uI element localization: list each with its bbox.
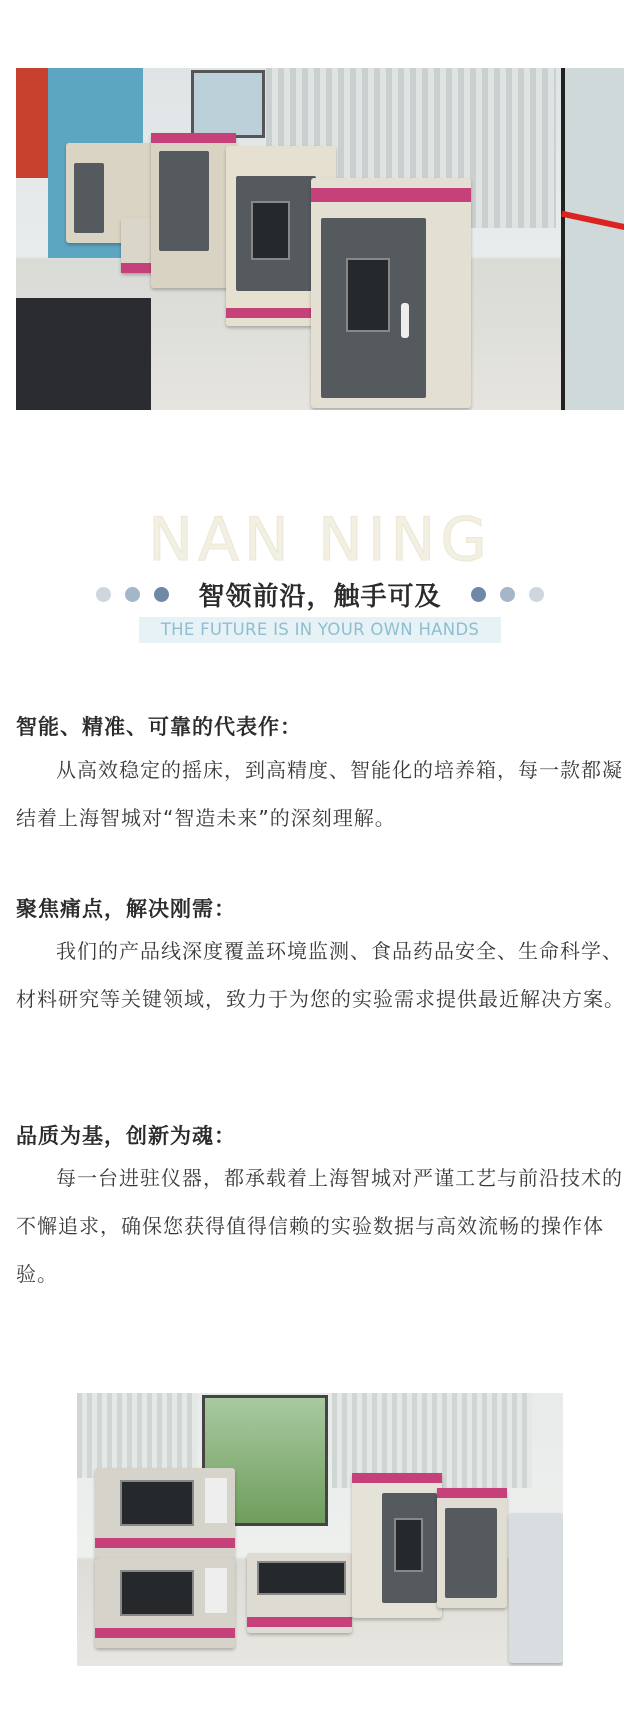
heading-title: 智领前沿，触手可及 <box>198 581 442 612</box>
section-heading <box>0 574 640 614</box>
section-body: 从高效稳定的摇床，到高精度、智能化的培养箱，每一款都凝结着上海智城对“智造未来”的深刻理解。 <box>16 758 623 830</box>
red-wall-panel <box>16 68 48 178</box>
section-title: 智能、精准、可靠的代表作： <box>16 715 302 739</box>
incubator-unit <box>352 1473 442 1618</box>
curtain <box>77 1393 197 1478</box>
section-title: 品质为基，创新为魂： <box>16 1124 236 1148</box>
lab-incubators-photo <box>16 68 624 410</box>
section-title: 聚焦痛点，解决刚需： <box>16 897 236 921</box>
decorative-dot <box>96 587 111 602</box>
heading-subtitle: THE FUTURE IS IN YOUR OWN HANDS <box>139 617 501 643</box>
lab-bench <box>16 298 151 410</box>
lab-instrument <box>509 1513 563 1663</box>
decorative-dot <box>471 587 486 602</box>
section-body: 每一台进驻仪器，都承载着上海智城对严谨工艺与前沿技术的不懈追求，确保您获得值得信赖的实验数据与高效流畅的操作体验。 <box>16 1166 623 1286</box>
shaker-incubator-unit <box>95 1468 235 1558</box>
background-watermark-word: NAN NING <box>148 505 492 575</box>
decorative-dot <box>500 587 515 602</box>
decorative-dot <box>154 587 169 602</box>
shaker-unit <box>247 1553 352 1633</box>
decorative-dot <box>529 587 544 602</box>
incubator-unit <box>311 178 471 408</box>
decorative-dot <box>125 587 140 602</box>
glass-door <box>561 68 624 410</box>
window <box>191 70 265 138</box>
incubator-unit <box>437 1488 507 1608</box>
incubator-unit <box>151 133 236 288</box>
shaker-incubator-unit <box>95 1558 235 1648</box>
section-body: 我们的产品线深度覆盖环境监测、食品药品安全、生命科学、材料研究等关键领域，致力于为您的实验需求提供最近解决方案。 <box>16 939 625 1011</box>
lab-shakers-photo <box>77 1393 563 1666</box>
